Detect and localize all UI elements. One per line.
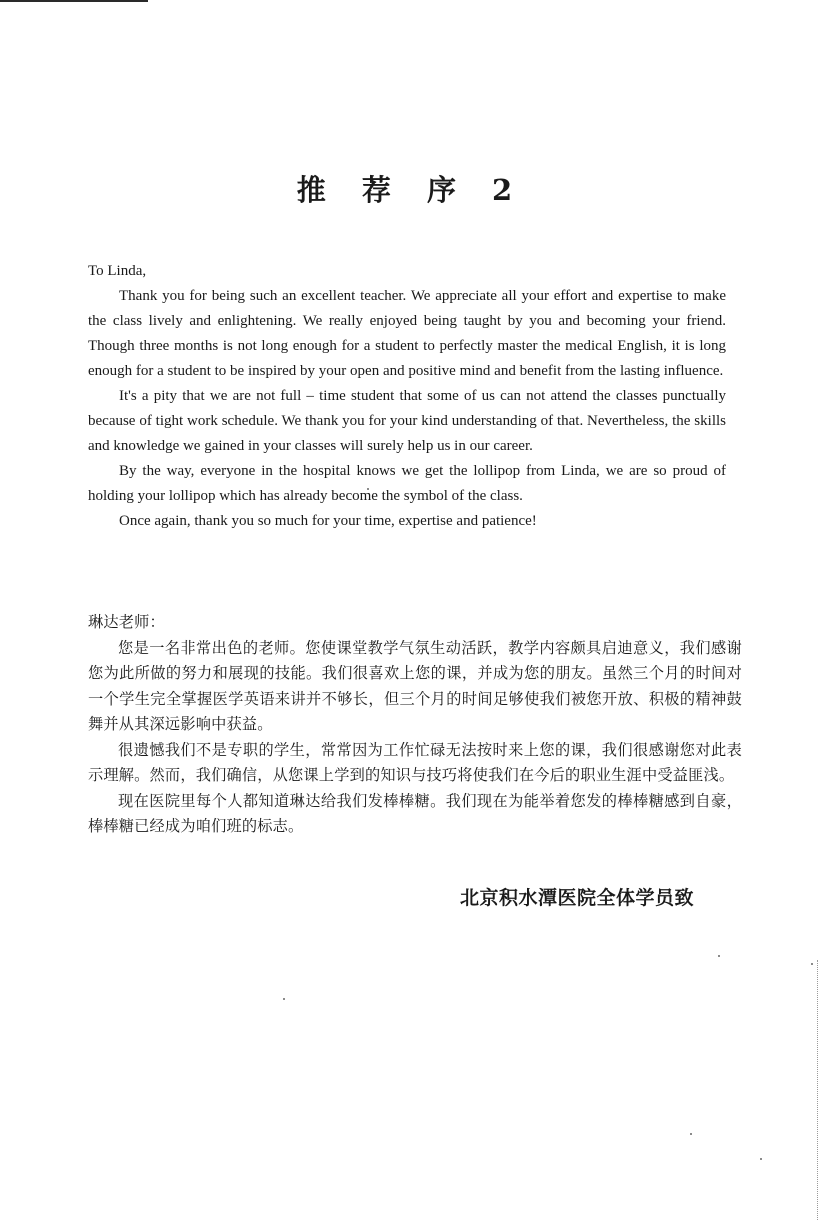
- page-title: 推 荐 序 2: [296, 173, 526, 207]
- scan-speck: [690, 1133, 692, 1135]
- english-paragraph: By the way, everyone in the hospital knows we get the lollipop from Linda, we are so proud of holding your lollipop which has already become the symbol of the class.: [88, 463, 726, 504]
- chinese-letter: [88, 610, 742, 840]
- top-rule: [0, 0, 148, 2]
- scan-speck: [718, 955, 720, 957]
- scan-speck: [760, 1158, 762, 1160]
- english-letter: [88, 259, 726, 534]
- chinese-salutation: 琳达老师：: [88, 613, 165, 631]
- chinese-paragraph: 现在医院里每个人都知道琳达给我们发棒棒糖。我们现在为能举着您发的棒棒糖感到自豪，棒棒糖已经成为咱们班的标志。: [88, 791, 742, 835]
- chinese-paragraph: 很遗憾我们不是专职的学生，常常因为工作忙碌无法按时来上您的课，我们很感谢您对此表示理解。然而，我们确信，从您课上学到的知识与技巧将使我们在今后的职业生涯中受益匪浅。: [88, 740, 742, 784]
- english-paragraph: It's a pity that we are not full – time student that some of us can not attend the classes punctually because of tight work schedule. We thank you for your kind understanding of that. Nevertheless, the skills and knowledge we gained in your classes will surely help us in our career.: [88, 388, 726, 454]
- english-paragraph: Thank you for being such an excellent teacher. We appreciate all your effort and expertise to make the class lively and enlightening. We really enjoyed being taught by you and becoming your friend. Though three months is not long enough for a student to perfectly master the medical English, it is long enough for a student to be inspired by your open and positive mind and benefit from the lasting influence.: [88, 288, 726, 379]
- signature: 北京积水潭医院全体学员致: [459, 887, 694, 909]
- scan-speck: [283, 998, 285, 1000]
- english-salutation: To Linda,: [88, 263, 147, 279]
- chinese-paragraph: 您是一名非常出色的老师。您使课堂教学气氛生动活跃，教学内容颇具启迪意义，我们感谢您为此所做的努力和展现的技能。我们很喜欢上您的课，并成为您的朋友。虽然三个月的时间对一个学生完全掌握医学英语来讲并不够长，但三个月的时间足够使我们被您开放、积极的精神鼓舞并从其深远影响中获益。: [88, 638, 742, 733]
- english-paragraph: Once again, thank you so much for your time, expertise and patience!: [119, 513, 537, 529]
- scan-speck: [811, 963, 813, 965]
- scan-edge: [817, 960, 820, 1220]
